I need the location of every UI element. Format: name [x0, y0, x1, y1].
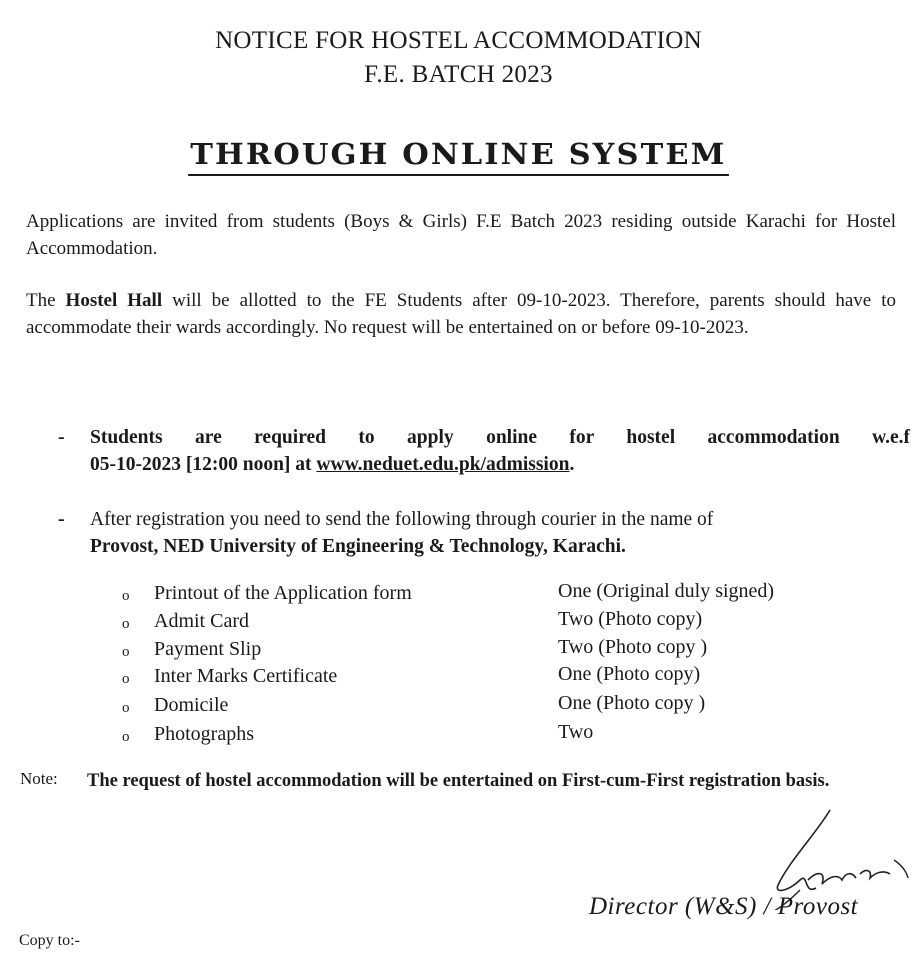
document-item: Printout of the Application form: [154, 582, 412, 604]
copy-to-label: Copy to:-: [19, 932, 80, 949]
headline: [0, 137, 917, 176]
bullet-marker: -: [58, 426, 65, 448]
document-qty: One (Photo copy ): [558, 692, 706, 714]
document-qty: One (Original duly signed): [558, 580, 775, 602]
provost-address: Provost, NED University of Engineering & Technology, Karachi.: [90, 536, 626, 557]
note-text: The request of hostel accommodation will be entertained on First-cum-First registration basis.: [87, 771, 830, 791]
document-item: Admit Card: [154, 610, 249, 632]
document-qty: One (Photo copy): [558, 663, 701, 685]
notice-title: NOTICE FOR HOSTEL ACCOMMODATION: [215, 27, 702, 54]
admission-link[interactable]: www.neduet.edu.pk/admission: [316, 454, 570, 475]
list-marker: o: [122, 644, 130, 660]
allotment-text-post: will be allotted to the FE Students after 09-10-2023. Therefore, parents should have to accommodate their wards accordingly. No request will be entertained on or before 09-10-2023.: [26, 290, 896, 338]
allotment-paragraph: [26, 287, 896, 341]
list-marker: o: [122, 588, 130, 604]
document-qty: Two (Photo copy ): [558, 636, 708, 658]
document-item: Photographs: [154, 723, 254, 745]
document-item: Payment Slip: [154, 638, 262, 660]
headline-text: THROUGH ONLINE SYSTEM: [188, 137, 728, 176]
batch-subtitle: F.E. BATCH 2023: [364, 61, 553, 88]
apply-online-line2: [90, 451, 910, 478]
courier-instruction: After registration you need to send the following through courier in the name of: [90, 509, 714, 530]
list-marker: o: [122, 729, 130, 745]
list-marker: o: [122, 671, 130, 687]
bullet-marker: -: [58, 508, 65, 530]
list-marker: o: [122, 616, 130, 632]
hostel-hall-term: Hostel Hall: [65, 290, 163, 311]
note-label: Note:: [20, 769, 58, 788]
apply-period: .: [569, 454, 575, 475]
document-qty: Two: [558, 721, 594, 743]
apply-date: 05-10-2023 [12:00 noon] at: [90, 454, 317, 475]
signatory-title: Director (W&S) / Provost: [589, 893, 859, 920]
document-item: Inter Marks Certificate: [154, 665, 338, 687]
apply-online-line1: Students are required to apply online for hostel accommodation w.e.f: [90, 427, 910, 448]
document-item: Domicile: [154, 694, 229, 716]
allotment-text-pre: The: [26, 290, 66, 311]
intro-paragraph: Applications are invited from students (Boys & Girls) F.E Batch 2023 residing outside Karachi for Hostel Accommodation.: [26, 211, 896, 259]
document-qty: Two (Photo copy): [558, 608, 703, 630]
list-marker: o: [122, 700, 130, 716]
